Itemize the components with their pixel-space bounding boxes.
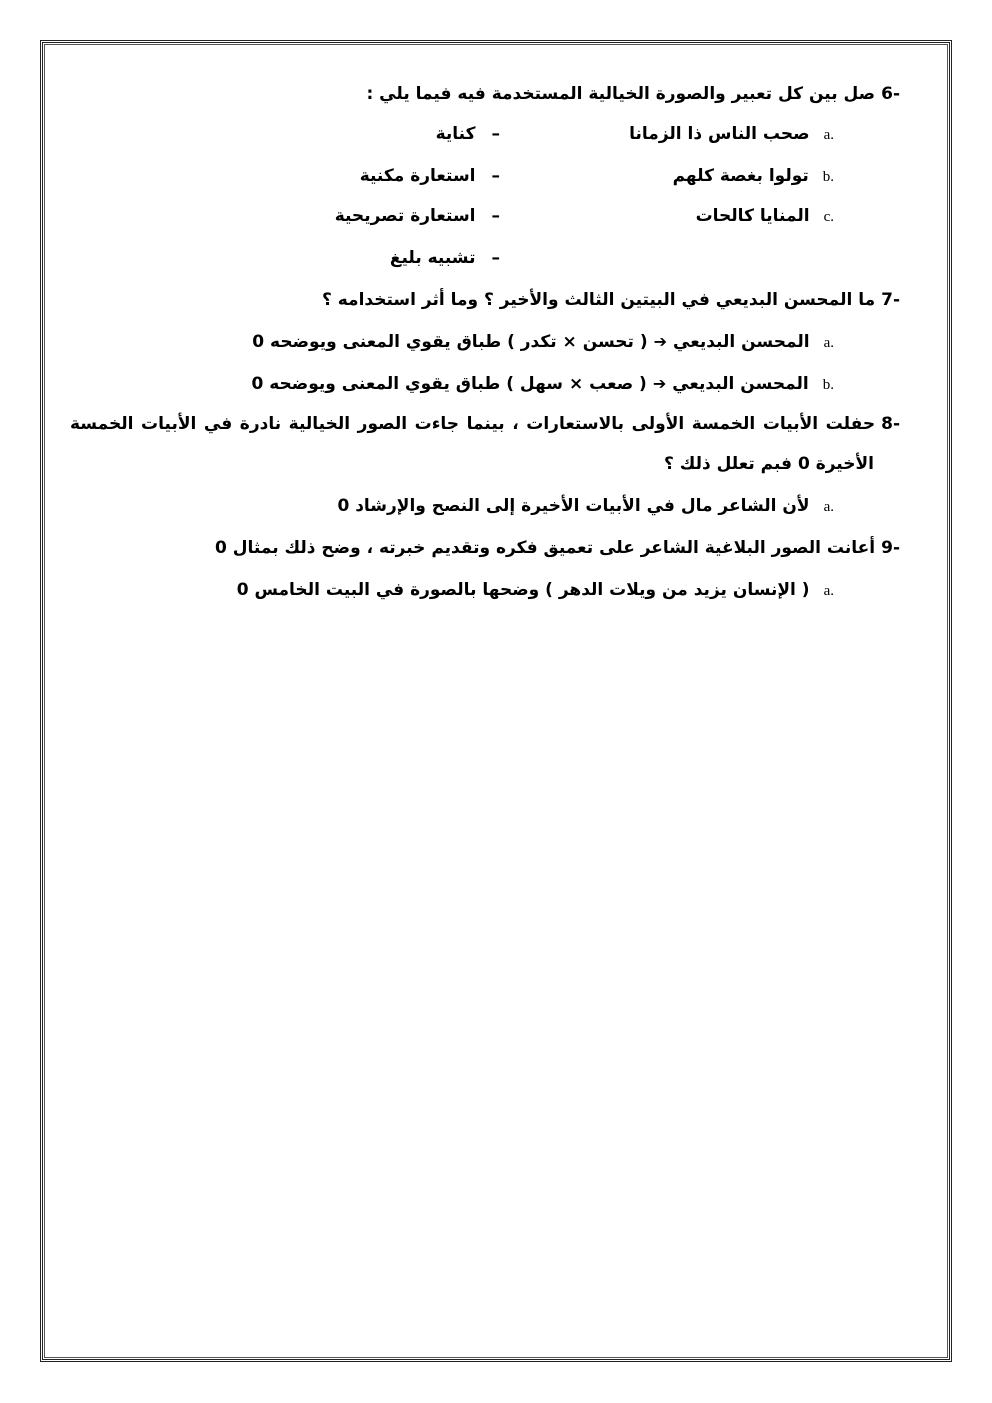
match-type: استعارة تصريحية	[334, 206, 476, 226]
dash: –	[491, 248, 500, 268]
question-6	[366, 86, 900, 103]
answer-text: لأن الشاعر مال في الأبيات الأخيرة إلى النصح والإرشاد 0	[337, 496, 810, 516]
match-type-tasrihiya	[335, 208, 500, 225]
answer-label: المحسن البديعي	[673, 332, 810, 352]
match-type-kinaya	[436, 126, 500, 143]
question-text: أعانت الصور البلاغية الشاعر على تعميق فكره وتقديم خبرته ، وضح ذلك بمثال 0	[215, 538, 876, 558]
match-type: استعارة مكنية	[359, 166, 476, 186]
question-text-line1: حفلت الأبيات الخمسة الأولى بالاستعارات ، بينما جاءت الصور الخيالية نادرة في الأبيات الخمسة	[70, 414, 876, 434]
answer-text: ( صعب × سهل ) طباق يقوي المعنى ويوضحه 0	[251, 374, 647, 394]
question-text-line2: الأخيرة 0 فبم تعلل ذلك ؟	[663, 454, 874, 474]
match-type-tashbih	[390, 250, 500, 267]
dash: –	[491, 166, 500, 186]
arrow-icon: ➔	[653, 332, 668, 351]
item-letter: b.	[822, 169, 834, 185]
arrow-icon: ➔	[652, 374, 667, 393]
answer-7a	[252, 334, 834, 351]
answer-text: ( تحسن × تكدر ) طباق يقوي المعنى ويوضحه 0	[252, 332, 648, 352]
match-item-a	[629, 126, 834, 143]
match-expression: تولوا بغصة كلهم	[672, 166, 809, 186]
answer-8a	[337, 498, 834, 515]
question-number: 9-	[881, 538, 900, 558]
match-type: تشبيه بليغ	[389, 248, 476, 268]
question-8	[70, 416, 900, 433]
answer-9a	[237, 582, 834, 599]
match-type-makniya	[360, 168, 500, 185]
item-letter: a.	[823, 499, 834, 515]
item-letter: a.	[823, 127, 834, 143]
question-text: ما المحسن البديعي في البيتين الثالث والأخير ؟ وما أثر استخدامه ؟	[321, 290, 876, 310]
match-expression: صحب الناس ذا الزمانا	[629, 124, 810, 144]
match-expression: المنايا كالحات	[695, 206, 810, 226]
answer-label: المحسن البديعي	[672, 374, 809, 394]
match-type: كناية	[435, 124, 476, 144]
dash: –	[491, 124, 500, 144]
dash: –	[491, 206, 500, 226]
page-border-inner	[44, 44, 948, 1358]
match-item-b	[673, 168, 834, 185]
question-number: 7-	[881, 290, 900, 310]
item-letter: a.	[823, 583, 834, 599]
question-9	[215, 540, 900, 557]
item-letter: b.	[822, 377, 834, 393]
match-item-c	[696, 208, 834, 225]
question-text: صل بين كل تعبير والصورة الخيالية المستخدمة فيه فيما يلي :	[366, 84, 876, 104]
answer-7b	[251, 376, 834, 393]
question-7	[322, 292, 900, 309]
question-number: 8-	[881, 414, 900, 434]
item-letter: a.	[823, 335, 834, 351]
item-letter: c.	[823, 209, 834, 225]
answer-text: ( الإنسان يزيد من ويلات الدهر ) وضحها بالصورة في البيت الخامس 0	[236, 580, 810, 600]
question-8-continued	[664, 456, 874, 473]
question-number: 6-	[881, 84, 900, 104]
